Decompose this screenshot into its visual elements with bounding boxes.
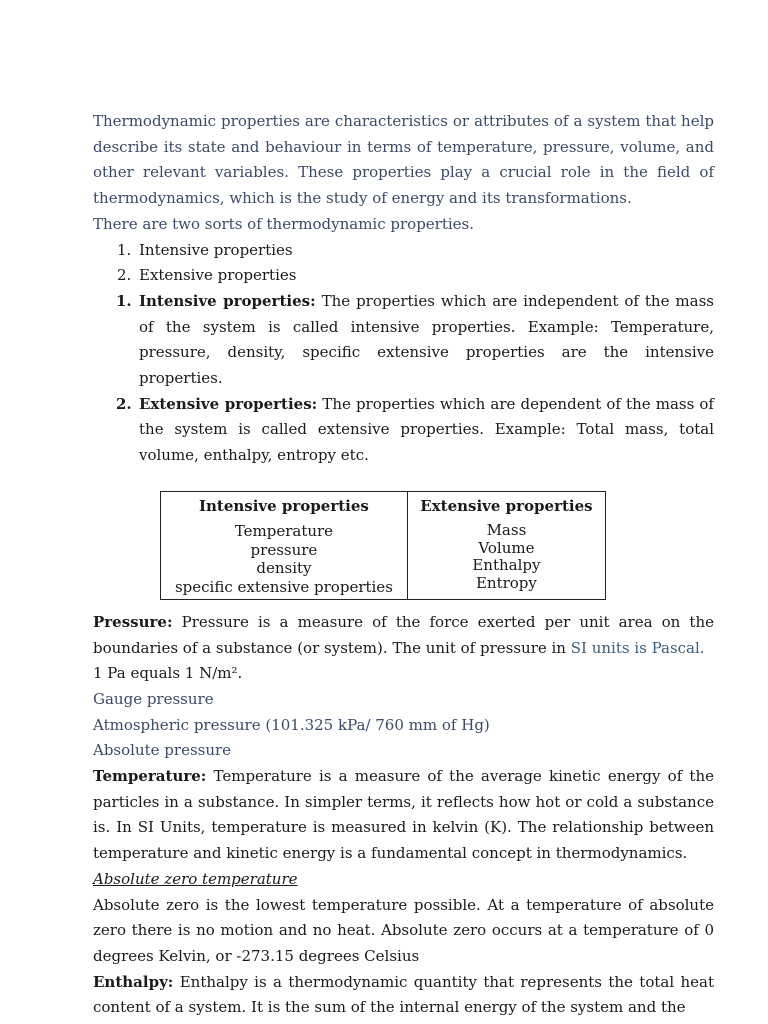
cell-item: Mass (486, 521, 527, 540)
document-body (93, 109, 714, 1021)
table-header-intensive: Intensive properties (161, 491, 408, 518)
intro-paragraph: Thermodynamic properties are characteristics or attributes of a system that help describe its state and behaviour in terms of temperature, pressure, volume, and other relevant variables. These properties play a crucial role in the field of thermodynamics, which is the study of energy and its transformations. (93, 112, 714, 208)
temperature-text: Temperature is a measure of the average kinetic energy of the particles in a substance. In simpler terms, it reflects how hot or cold a substance is. In SI Units, temperature is measured in kelvin (K). The relationship between temperature and kinetic energy is a fundamental concept in thermodynamics. (93, 767, 714, 863)
list-number: 1. (116, 291, 132, 310)
cell-item: pressure (250, 540, 318, 559)
pascal-line: 1 Pa equals 1 N/m². (93, 664, 243, 683)
definition-text: The properties which are independent of the mass of the system is called intensive properties. Example: Temperature, pressure, density, specific extensive properties are the intensive properties. (139, 291, 714, 388)
properties-table-wrapper (93, 469, 714, 610)
enthalpy-text: Enthalpy is a thermodynamic quantity that represents the total heat content of a system. It is the sum of the internal energy of the system and the (93, 972, 714, 1017)
cell-item: density (256, 559, 312, 578)
definition-term: Intensive properties: (139, 291, 316, 310)
sorts-sentence: There are two sorts of thermodynamic properties. (93, 214, 475, 233)
cell-item: Enthalpy (472, 556, 541, 575)
gauge-pressure: Gauge pressure (93, 689, 214, 708)
temperature-term: Temperature: (93, 767, 207, 786)
temperature-paragraph (93, 764, 714, 867)
atmospheric-pressure: Atmospheric pressure (101.325 kPa/ 760 mm of Hg) (93, 715, 490, 734)
cell-item: specific extensive properties (174, 577, 393, 596)
table-row (161, 518, 606, 600)
table-header-row (161, 491, 606, 518)
extensive-cell (407, 518, 605, 600)
pressure-term: Pressure: (93, 612, 173, 631)
definition-list (93, 289, 714, 469)
definition-item (93, 392, 714, 469)
cell-item: Temperature (234, 522, 334, 541)
list-item (93, 263, 714, 289)
cell-item: Volume (478, 538, 535, 557)
absolute-zero-paragraph: Absolute zero is the lowest temperature possible. At a temperature of absolute zero there is no motion and no heat. Absolute zero occurs at a temperature of 0 degrees Kelvin, or -273.15 degrees Celsius (93, 895, 714, 965)
table-header-extensive: Extensive properties (407, 491, 605, 518)
list-number: 2. (116, 394, 132, 413)
list-item (93, 238, 714, 264)
si-unit-text: SI units is Pascal. (570, 638, 705, 657)
enthalpy-term: Enthalpy: (93, 972, 174, 991)
absolute-pressure: Absolute pressure (93, 741, 232, 760)
absolute-zero-heading: Absolute zero temperature (93, 869, 298, 888)
list-number: 2. (117, 266, 132, 285)
definition-text: The properties which are dependent of the mass of the system is called extensive properties. Example: Total mass, total volume, enthalpy, entropy etc. (139, 394, 714, 465)
cell-item: Entropy (475, 573, 537, 592)
pressure-text: Pressure is a measure of the force exerted per unit area on the boundaries of a substance (or system). The unit of pressure in (93, 612, 714, 657)
list-label: Extensive properties (139, 266, 297, 285)
definition-term: Extensive properties: (139, 394, 318, 413)
list-number: 1. (117, 240, 132, 259)
list-label: Intensive properties (139, 240, 293, 259)
property-type-list (93, 238, 714, 289)
intensive-cell (161, 518, 408, 600)
definition-item (93, 289, 714, 392)
enthalpy-paragraph (93, 970, 714, 1021)
pressure-paragraph (93, 610, 714, 661)
properties-table (160, 491, 606, 601)
